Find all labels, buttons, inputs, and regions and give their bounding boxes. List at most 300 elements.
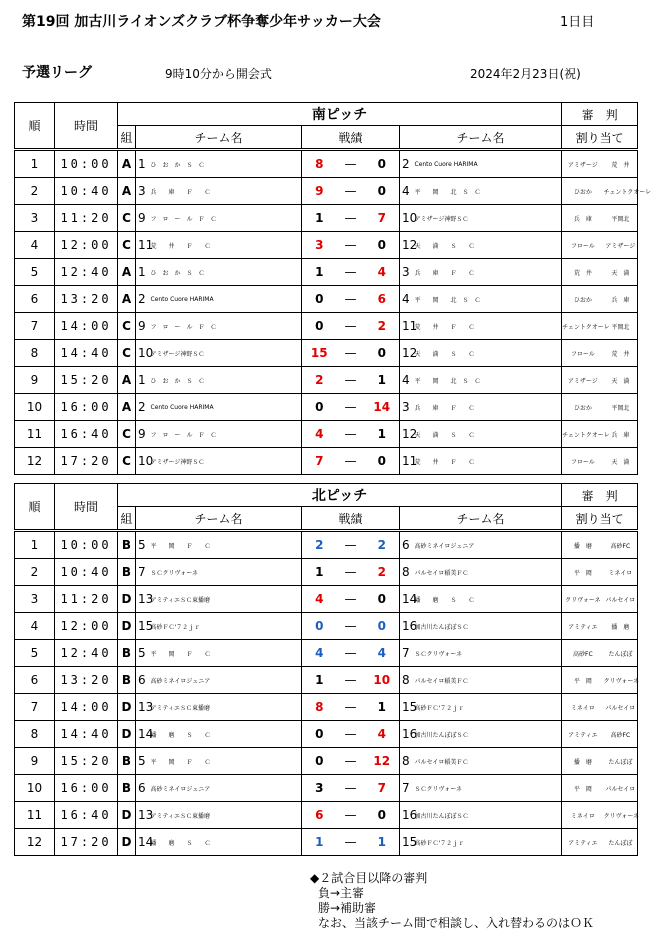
team2-name-text: 高砂ミネイロジュニア xyxy=(414,542,475,550)
match-time: 17:20 xyxy=(55,829,118,856)
score-dash: — xyxy=(337,286,365,313)
match-order: 12 xyxy=(15,448,55,475)
score-dash: — xyxy=(337,205,365,232)
team2-number: 4 xyxy=(400,178,414,205)
referee-1: チェントクオーレ xyxy=(562,313,604,340)
match-row xyxy=(15,367,638,394)
team1-score: 6 xyxy=(302,802,337,829)
team2-name-text: 平 岡 北 Ｓ Ｃ xyxy=(414,188,481,196)
team2-score: 0 xyxy=(365,178,400,205)
match-order: 10 xyxy=(15,394,55,421)
team2-score: 2 xyxy=(365,313,400,340)
team1-name-text: 兵 庫 Ｆ Ｃ xyxy=(150,188,211,196)
team1-name-text: 高砂ミネイロジュニア xyxy=(150,785,211,793)
team2-name xyxy=(414,640,562,667)
match-time: 11:20 xyxy=(55,586,118,613)
team2-score: 10 xyxy=(365,667,400,694)
team1-number: 3 xyxy=(136,178,150,205)
team1-number: 10 xyxy=(136,340,150,367)
group-letter: A xyxy=(118,259,136,286)
score-dash: — xyxy=(337,829,365,856)
match-time: 12:40 xyxy=(55,259,118,286)
match-order: 1 xyxy=(15,531,55,559)
group-letter: A xyxy=(118,367,136,394)
match-time: 12:00 xyxy=(55,613,118,640)
score-dash: — xyxy=(337,340,365,367)
match-row xyxy=(15,232,638,259)
referee-1: クリヴォーネ xyxy=(562,586,604,613)
match-time: 12:40 xyxy=(55,640,118,667)
order-header: 順 xyxy=(15,484,55,531)
team2-name-text: 兵 庫 Ｆ Ｃ xyxy=(414,269,475,277)
match-time: 11:20 xyxy=(55,205,118,232)
match-time: 13:20 xyxy=(55,286,118,313)
team1-name xyxy=(150,721,302,748)
group-letter: A xyxy=(118,286,136,313)
score-dash: — xyxy=(337,259,365,286)
group-header: 組 xyxy=(118,126,136,150)
team2-name xyxy=(414,178,562,205)
match-order: 3 xyxy=(15,586,55,613)
team1-name-text: Cento Cuore HARIMA xyxy=(150,403,214,411)
team2-name-text: パルセイロ稲美ＦＣ xyxy=(414,758,469,766)
team1-number: 7 xyxy=(136,559,150,586)
referee-2: パルセイロ xyxy=(604,775,638,802)
score-dash: — xyxy=(337,613,365,640)
match-time: 10:00 xyxy=(55,531,118,559)
match-order: 8 xyxy=(15,721,55,748)
team1-name xyxy=(150,232,302,259)
match-time: 14:40 xyxy=(55,721,118,748)
match-row xyxy=(15,421,638,448)
team1-name xyxy=(150,586,302,613)
referee-2: 天 満 xyxy=(604,259,638,286)
team1-name-text: 播 磨 Ｓ Ｃ xyxy=(150,839,211,847)
team2-score: 0 xyxy=(365,613,400,640)
match-order: 4 xyxy=(15,613,55,640)
referee-2: パルセイロ xyxy=(604,586,638,613)
referee-2: パルセイロ xyxy=(604,694,638,721)
team2-score: 0 xyxy=(365,802,400,829)
team1-number: 15 xyxy=(136,613,150,640)
time-header: 時間 xyxy=(55,103,118,150)
group-header: 組 xyxy=(118,507,136,531)
team1-name xyxy=(150,313,302,340)
match-time: 16:00 xyxy=(55,775,118,802)
match-time: 16:40 xyxy=(55,802,118,829)
match-order: 10 xyxy=(15,775,55,802)
team1-number: 9 xyxy=(136,421,150,448)
team1-number: 2 xyxy=(136,286,150,313)
referee-2: たんぽぽ xyxy=(604,829,638,856)
team2-name-text: Cento Cuore HARIMA xyxy=(414,160,478,168)
referee-2: たんぽぽ xyxy=(604,640,638,667)
referee-assignment-header: 割り当て xyxy=(562,507,638,531)
team1-name-text: 高砂ＦＣ'７２ｊｒ xyxy=(150,623,201,631)
score-dash: — xyxy=(337,150,365,178)
team2-name-text: 天 満 Ｓ Ｃ xyxy=(414,431,475,439)
group-letter: B xyxy=(118,531,136,559)
team1-score: 0 xyxy=(302,748,337,775)
referee-1: フロール xyxy=(562,340,604,367)
team1-name xyxy=(150,259,302,286)
group-letter: B xyxy=(118,640,136,667)
match-row xyxy=(15,640,638,667)
team1-name-text: 平 岡 Ｆ Ｃ xyxy=(150,542,211,550)
group-letter: D xyxy=(118,586,136,613)
team2-name xyxy=(414,367,562,394)
team1-number: 1 xyxy=(136,367,150,394)
referee-assignment-header: 割り当て xyxy=(562,126,638,150)
team1-name-text: フ ロ ー ル Ｆ Ｃ xyxy=(150,215,217,223)
team1-name-text: ＳＣクリヴォーネ xyxy=(150,569,198,577)
referee-1: アミティエ xyxy=(562,721,604,748)
team2-name xyxy=(414,802,562,829)
match-order: 11 xyxy=(15,421,55,448)
match-row xyxy=(15,340,638,367)
referee-header: 審 判 xyxy=(562,484,638,507)
team2-score: 4 xyxy=(365,640,400,667)
team1-name xyxy=(150,640,302,667)
referee-2: 荒 井 xyxy=(604,340,638,367)
group-letter: C xyxy=(118,448,136,475)
team2-score: 2 xyxy=(365,531,400,559)
team1-name xyxy=(150,559,302,586)
pitch-name: 南ピッチ xyxy=(118,103,562,126)
team1-number: 9 xyxy=(136,313,150,340)
score-dash: — xyxy=(337,367,365,394)
team1-number: 6 xyxy=(136,667,150,694)
team1-score: 3 xyxy=(302,775,337,802)
team1-number: 10 xyxy=(136,448,150,475)
team2-number: 8 xyxy=(400,667,414,694)
group-letter: B xyxy=(118,667,136,694)
referee-1: 播 磨 xyxy=(562,531,604,559)
team1-score: 4 xyxy=(302,640,337,667)
team1-name xyxy=(150,205,302,232)
result-header: 戦績 xyxy=(302,126,400,150)
referee-2: ミネイロ xyxy=(604,559,638,586)
referee-1: 平 岡 xyxy=(562,667,604,694)
team2-score: 0 xyxy=(365,150,400,178)
referee-1: フロール xyxy=(562,448,604,475)
team1-score: 1 xyxy=(302,259,337,286)
team2-name-text: パルセイロ稲美ＦＣ xyxy=(414,569,469,577)
team2-name-text: 荒 井 Ｆ Ｃ xyxy=(414,323,475,331)
match-row xyxy=(15,559,638,586)
team1-number: 13 xyxy=(136,694,150,721)
day-label: 1日目 xyxy=(560,15,595,30)
team1-name xyxy=(150,340,302,367)
team1-name-text: ひ お か Ｓ Ｃ xyxy=(150,161,205,169)
referee-2: 平岡北 xyxy=(604,205,638,232)
result-header: 戦績 xyxy=(302,507,400,531)
team1-name-text: 平 岡 Ｆ Ｃ xyxy=(150,650,211,658)
referee-2: アミザージ xyxy=(604,232,638,259)
team2-number: 2 xyxy=(400,150,414,178)
event-date: 2024年2月23日(祝) xyxy=(470,67,581,81)
group-letter: C xyxy=(118,340,136,367)
referee-1: アミティエ xyxy=(562,829,604,856)
team1-name xyxy=(150,802,302,829)
team2-score: 0 xyxy=(365,586,400,613)
referee-1: アミティエ xyxy=(562,613,604,640)
note-line: 勝→補助審 xyxy=(318,901,377,915)
group-letter: C xyxy=(118,232,136,259)
match-order: 1 xyxy=(15,150,55,178)
team1-name-text: アミザージ神野ＳＣ xyxy=(150,458,205,466)
referee-1: ミネイロ xyxy=(562,802,604,829)
team1-name-text: フ ロ ー ル Ｆ Ｃ xyxy=(150,431,217,439)
match-time: 15:20 xyxy=(55,367,118,394)
team1-name xyxy=(150,421,302,448)
match-row xyxy=(15,313,638,340)
team2-number: 3 xyxy=(400,394,414,421)
team1-score: 8 xyxy=(302,694,337,721)
match-order: 11 xyxy=(15,802,55,829)
group-letter: A xyxy=(118,150,136,178)
referee-1: ひおか xyxy=(562,178,604,205)
team1-number: 1 xyxy=(136,259,150,286)
team-header: チーム名 xyxy=(400,126,562,150)
team2-number: 3 xyxy=(400,259,414,286)
match-time: 12:00 xyxy=(55,232,118,259)
referee-1: 平 岡 xyxy=(562,559,604,586)
score-dash: — xyxy=(337,232,365,259)
team2-name-text: ＳＣクリヴォーネ xyxy=(414,785,462,793)
referee-2: 天 満 xyxy=(604,367,638,394)
referee-1: アミザージ xyxy=(562,367,604,394)
match-row xyxy=(15,667,638,694)
score-dash: — xyxy=(337,721,365,748)
team2-number: 10 xyxy=(400,205,414,232)
team1-score: 0 xyxy=(302,613,337,640)
match-time: 14:40 xyxy=(55,340,118,367)
referee-1: 高砂FC xyxy=(562,640,604,667)
team2-number: 16 xyxy=(400,802,414,829)
match-time: 16:40 xyxy=(55,421,118,448)
referee-2: 兵 庫 xyxy=(604,286,638,313)
referee-1: ひおか xyxy=(562,286,604,313)
team2-name-text: 加古川たんぽぽＳＣ xyxy=(414,731,469,739)
team1-name xyxy=(150,829,302,856)
team1-score: 4 xyxy=(302,421,337,448)
match-row xyxy=(15,829,638,856)
score-dash: — xyxy=(337,802,365,829)
team2-name xyxy=(414,829,562,856)
team1-name-text: アミティエＳＣ東播磨 xyxy=(150,812,211,820)
team2-score: 4 xyxy=(365,721,400,748)
team2-number: 15 xyxy=(400,694,414,721)
score-dash: — xyxy=(337,586,365,613)
team2-name xyxy=(414,613,562,640)
referee-1: フロール xyxy=(562,232,604,259)
match-time: 16:00 xyxy=(55,394,118,421)
team2-name xyxy=(414,205,562,232)
match-order: 8 xyxy=(15,340,55,367)
team2-name xyxy=(414,559,562,586)
score-dash: — xyxy=(337,448,365,475)
team2-name xyxy=(414,259,562,286)
team2-number: 11 xyxy=(400,448,414,475)
team2-name xyxy=(414,667,562,694)
team2-name xyxy=(414,232,562,259)
team2-score: 6 xyxy=(365,286,400,313)
match-row xyxy=(15,721,638,748)
team2-name-text: 兵 庫 Ｆ Ｃ xyxy=(414,404,475,412)
team1-name xyxy=(150,286,302,313)
referee-2: 兵 庫 xyxy=(604,421,638,448)
team1-score: 3 xyxy=(302,232,337,259)
team1-score: 9 xyxy=(302,178,337,205)
match-order: 9 xyxy=(15,367,55,394)
match-row xyxy=(15,531,638,559)
score-dash: — xyxy=(337,748,365,775)
team2-name-text: 加古川たんぽぽＳＣ xyxy=(414,812,469,820)
team1-name xyxy=(150,775,302,802)
team1-number: 14 xyxy=(136,829,150,856)
match-row xyxy=(15,259,638,286)
match-row xyxy=(15,613,638,640)
score-dash: — xyxy=(337,421,365,448)
team2-number: 8 xyxy=(400,559,414,586)
team2-score: 7 xyxy=(365,205,400,232)
team2-score: 0 xyxy=(365,340,400,367)
group-letter: B xyxy=(118,748,136,775)
team2-name-text: 播 磨 Ｓ Ｃ xyxy=(414,596,475,604)
match-row xyxy=(15,448,638,475)
team1-score: 1 xyxy=(302,205,337,232)
match-time: 13:20 xyxy=(55,667,118,694)
referee-1: 兵 庫 xyxy=(562,205,604,232)
match-time: 14:00 xyxy=(55,694,118,721)
team1-score: 1 xyxy=(302,667,337,694)
team1-name-text: 播 磨 Ｓ Ｃ xyxy=(150,731,211,739)
south-pitch-table xyxy=(14,102,652,475)
match-order: 7 xyxy=(15,313,55,340)
team2-name xyxy=(414,313,562,340)
match-order: 6 xyxy=(15,286,55,313)
referee-2: チェントクオーレ xyxy=(604,178,638,205)
match-order: 4 xyxy=(15,232,55,259)
team1-name xyxy=(150,531,302,559)
referee-2: クリヴォーネ xyxy=(604,802,638,829)
team2-score: 0 xyxy=(365,232,400,259)
team1-name-text: 高砂ミネイロジュニア xyxy=(150,677,211,685)
team1-name xyxy=(150,367,302,394)
team1-score: 2 xyxy=(302,367,337,394)
referee-1: アミザージ xyxy=(562,150,604,178)
group-letter: D xyxy=(118,829,136,856)
team2-number: 8 xyxy=(400,748,414,775)
referee-2: 平岡北 xyxy=(604,313,638,340)
score-dash: — xyxy=(337,640,365,667)
referee-1: チェントクオーレ xyxy=(562,421,604,448)
referee-2: 播 磨 xyxy=(604,613,638,640)
match-time: 10:00 xyxy=(55,150,118,178)
match-time: 10:40 xyxy=(55,559,118,586)
north-pitch-table xyxy=(14,483,638,856)
team1-name xyxy=(150,667,302,694)
team2-name-text: 天 満 Ｓ Ｃ xyxy=(414,242,475,250)
team1-name-text: Cento Cuore HARIMA xyxy=(150,295,214,303)
team2-name xyxy=(414,394,562,421)
team2-score: 2 xyxy=(365,559,400,586)
score-dash: — xyxy=(337,694,365,721)
group-letter: C xyxy=(118,421,136,448)
team1-score: 4 xyxy=(302,586,337,613)
team2-name-text: パルセイロ稲美ＦＣ xyxy=(414,677,469,685)
team1-score: 15 xyxy=(302,340,337,367)
team2-score: 1 xyxy=(365,421,400,448)
score-dash: — xyxy=(337,531,365,559)
match-time: 17:20 xyxy=(55,448,118,475)
team2-number: 15 xyxy=(400,829,414,856)
match-order: 6 xyxy=(15,667,55,694)
referee-2: 高砂FC xyxy=(604,721,638,748)
note-line: なお、当該チーム間で相談し、入れ替わるのはＯＫ xyxy=(318,916,595,930)
referee-notes xyxy=(310,871,594,931)
team1-name-text: アミティエＳＣ東播磨 xyxy=(150,704,211,712)
team2-number: 7 xyxy=(400,640,414,667)
score-dash: — xyxy=(337,394,365,421)
group-letter: B xyxy=(118,775,136,802)
team2-number: 12 xyxy=(400,340,414,367)
group-letter: C xyxy=(118,313,136,340)
team2-number: 14 xyxy=(400,586,414,613)
team1-number: 5 xyxy=(136,748,150,775)
team1-name-text: 荒 井 Ｆ Ｃ xyxy=(150,242,211,250)
team2-name xyxy=(414,721,562,748)
team1-number: 11 xyxy=(136,232,150,259)
team2-name-text: 高砂ＦＣ'７２ｊｒ xyxy=(414,839,465,847)
league-label: 予選リーグ xyxy=(22,65,92,81)
team2-score: 0 xyxy=(365,448,400,475)
referee-header: 審 判 xyxy=(562,103,638,126)
match-order: 5 xyxy=(15,640,55,667)
team2-name-text: ＳＣクリヴォーネ xyxy=(414,650,462,658)
team2-name xyxy=(414,531,562,559)
match-row xyxy=(15,748,638,775)
team1-name xyxy=(150,613,302,640)
note-line: ◆２試合目以降の審判 xyxy=(310,871,428,885)
team2-number: 6 xyxy=(400,531,414,559)
team2-number: 4 xyxy=(400,286,414,313)
match-row xyxy=(15,205,638,232)
team2-number: 7 xyxy=(400,775,414,802)
team1-number: 14 xyxy=(136,721,150,748)
team2-score: 14 xyxy=(365,394,400,421)
group-letter: C xyxy=(118,205,136,232)
match-order: 2 xyxy=(15,559,55,586)
team1-name xyxy=(150,748,302,775)
team2-name-text: 高砂ＦＣ'７２ｊｒ xyxy=(414,704,465,712)
team1-score: 0 xyxy=(302,313,337,340)
match-row xyxy=(15,286,638,313)
score-dash: — xyxy=(337,775,365,802)
referee-1: ミネイロ xyxy=(562,694,604,721)
team2-score: 1 xyxy=(365,829,400,856)
match-row xyxy=(15,150,638,178)
match-order: 12 xyxy=(15,829,55,856)
score-dash: — xyxy=(337,178,365,205)
team1-score: 1 xyxy=(302,559,337,586)
team1-number: 13 xyxy=(136,586,150,613)
team2-name xyxy=(414,150,562,178)
team2-number: 16 xyxy=(400,613,414,640)
time-header: 時間 xyxy=(55,484,118,531)
team1-number: 9 xyxy=(136,205,150,232)
